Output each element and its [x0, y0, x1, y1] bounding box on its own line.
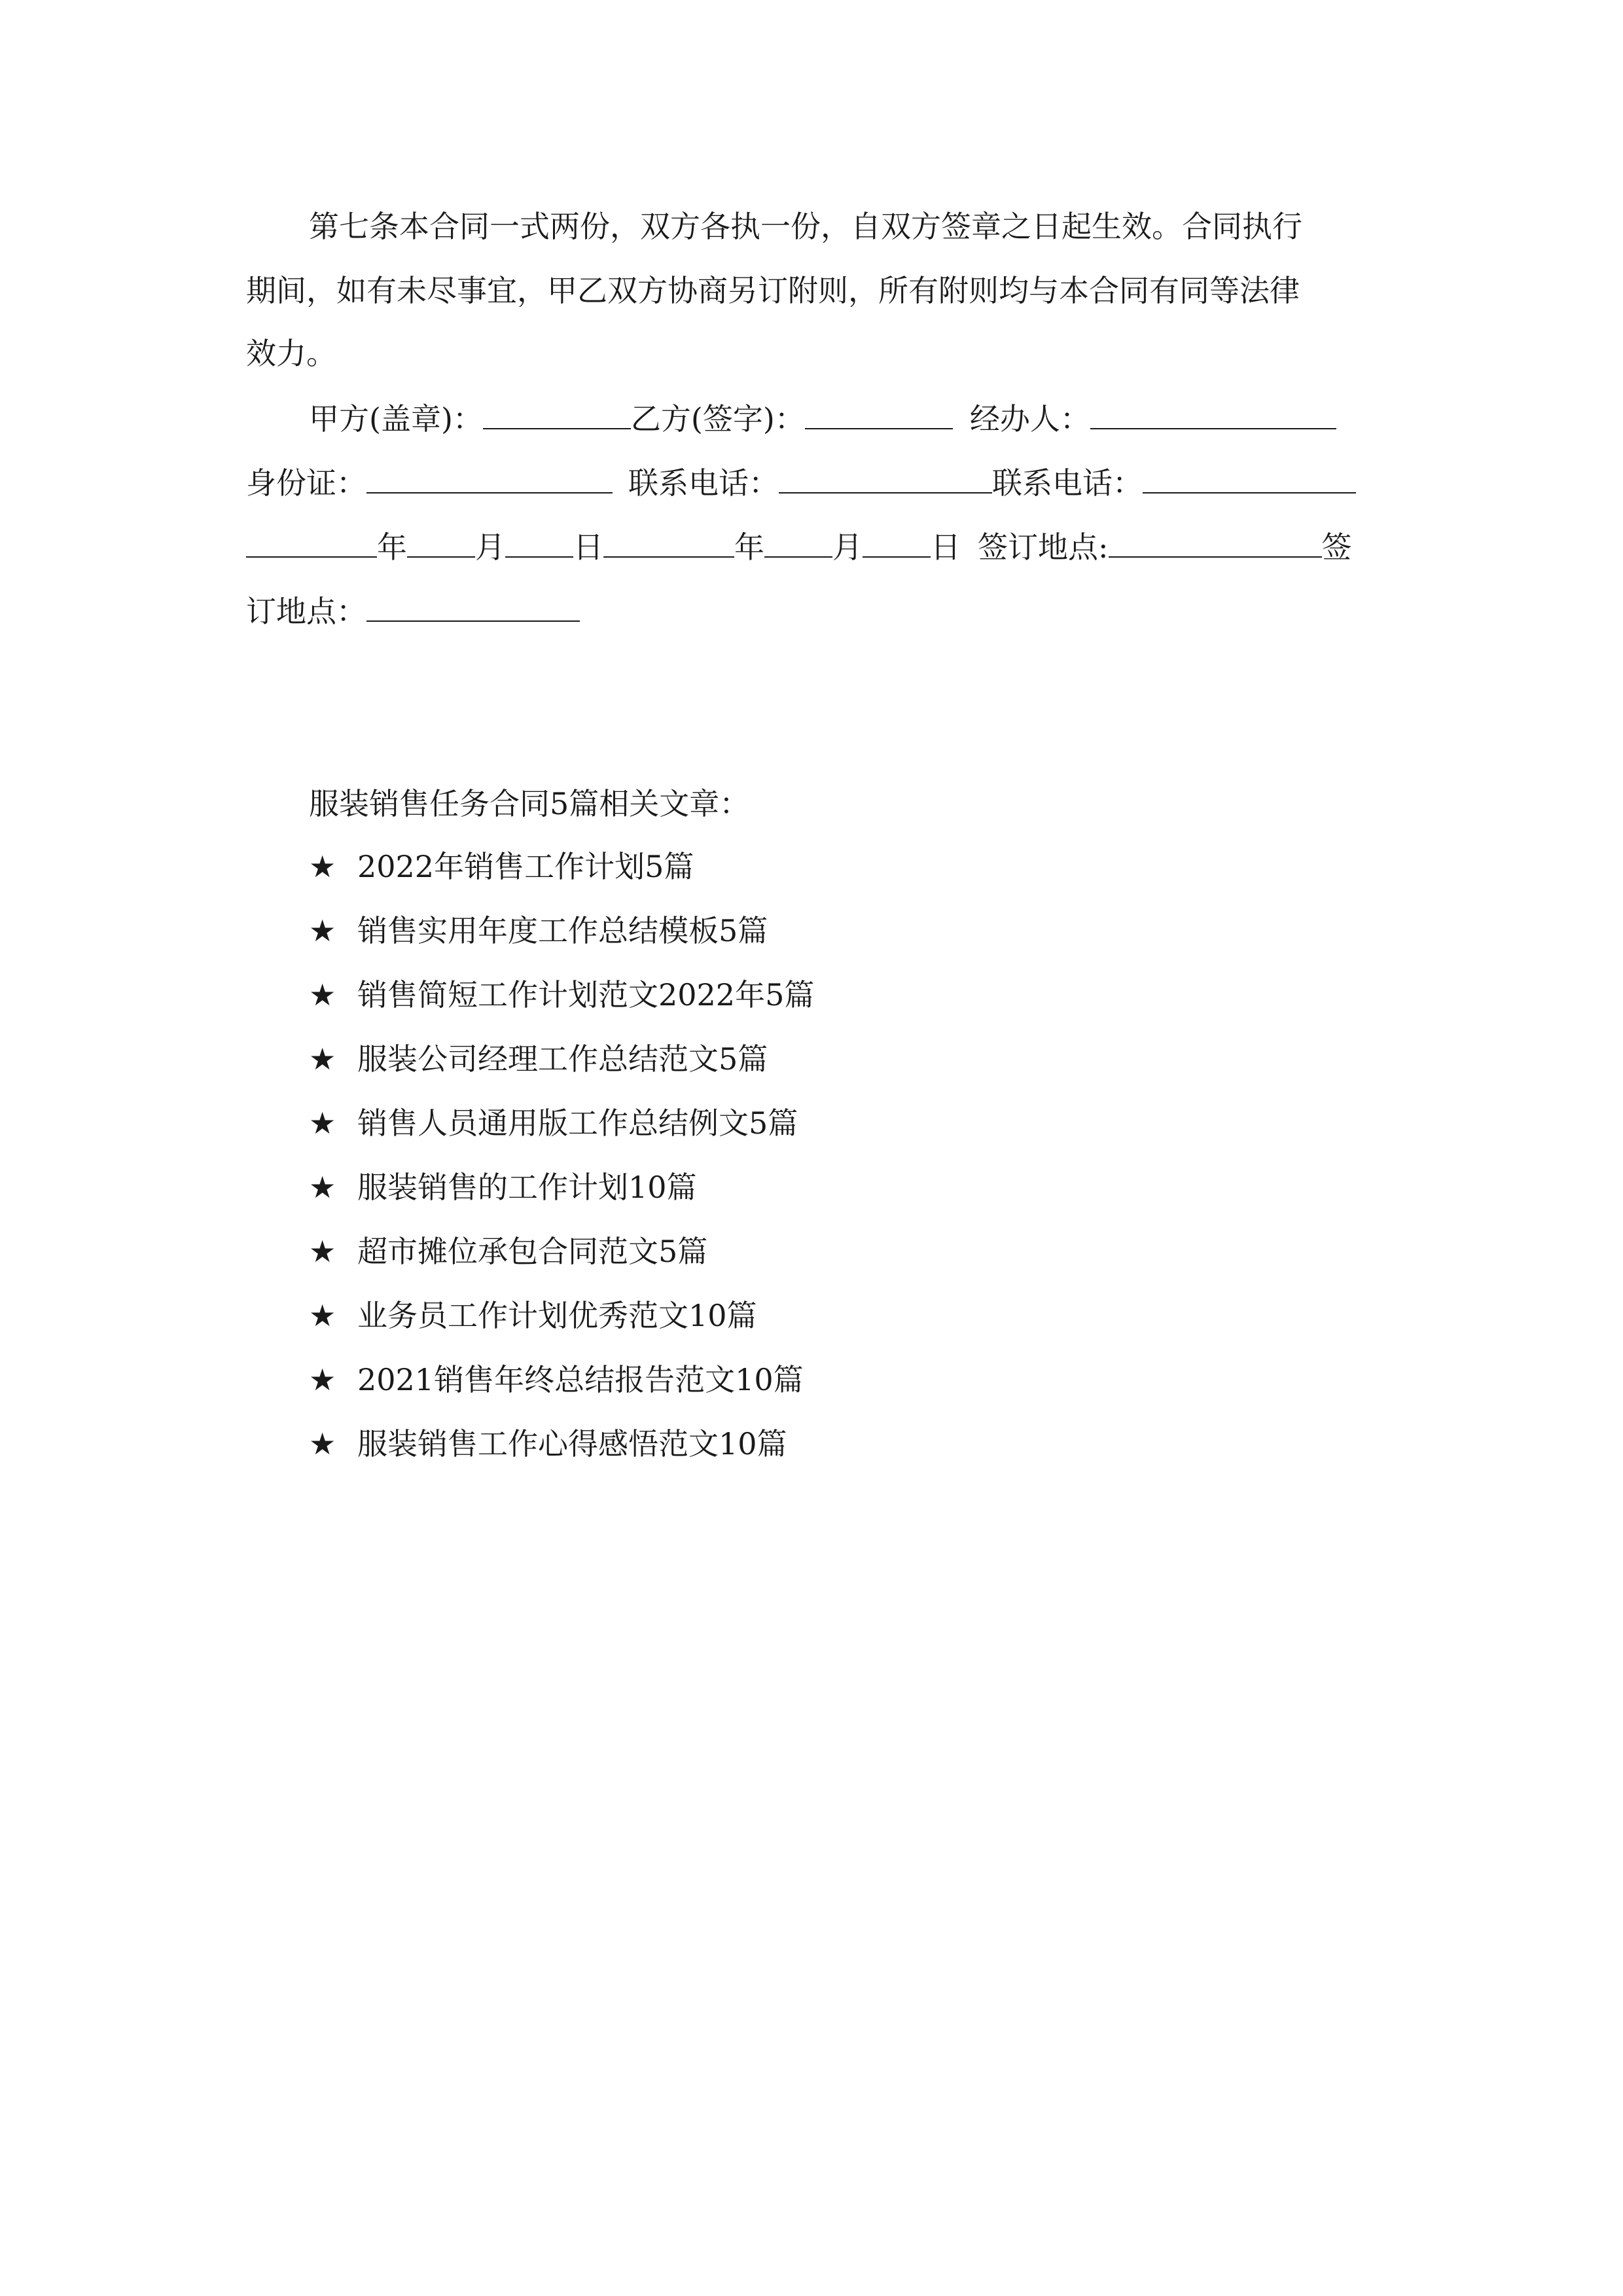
star-icon: ★	[309, 1298, 336, 1333]
year-2-label: 年	[734, 529, 764, 565]
related-heading	[309, 785, 749, 822]
related-link[interactable]: 销售实用年度工作总结模板5篇	[357, 913, 768, 948]
star-icon: ★	[309, 1362, 336, 1397]
day-1-blank[interactable]	[505, 530, 573, 558]
place-1-label: 签订地点:	[978, 529, 1109, 565]
signature-line-1	[309, 401, 1336, 437]
list-item[interactable]	[309, 1361, 804, 1398]
list-item[interactable]	[309, 912, 768, 949]
clause-line-1	[309, 208, 1377, 245]
list-item[interactable]	[309, 1426, 787, 1462]
list-item[interactable]	[309, 1169, 697, 1206]
list-item[interactable]	[309, 1297, 757, 1334]
signature-line-3	[246, 529, 1352, 565]
phone-2-blank[interactable]	[1143, 466, 1356, 493]
related-link[interactable]: 销售简短工作计划范文2022年5篇	[357, 977, 815, 1013]
day-2-blank[interactable]	[863, 530, 931, 558]
star-icon: ★	[309, 1041, 336, 1077]
related-heading-text: 服装销售任务合同5篇相关文章：	[309, 786, 750, 821]
month-1-label: 月	[475, 529, 505, 565]
id-card-blank[interactable]	[366, 466, 613, 493]
phone-1-blank[interactable]	[779, 466, 992, 493]
signature-line-4	[246, 593, 580, 630]
agent-label: 经办人：	[969, 401, 1090, 437]
phone-1-label: 联系电话：	[628, 465, 779, 501]
day-1-label: 日	[573, 529, 603, 565]
list-item[interactable]	[309, 1041, 768, 1077]
related-link[interactable]: 2022年销售工作计划5篇	[357, 849, 694, 884]
star-icon: ★	[309, 913, 336, 948]
month-2-blank[interactable]	[764, 530, 832, 558]
related-link[interactable]: 超市摊位承包合同范文5篇	[357, 1234, 708, 1269]
month-1-blank[interactable]	[407, 530, 475, 558]
id-card-label: 身份证：	[246, 465, 366, 501]
list-item[interactable]	[309, 848, 694, 885]
place-2-prefix: 签	[1321, 529, 1352, 565]
list-item[interactable]	[309, 1105, 798, 1141]
place-2-label: 订地点：	[246, 594, 366, 629]
related-link[interactable]: 服装销售的工作计划10篇	[357, 1170, 697, 1205]
clause-text-3: 效力。	[246, 336, 336, 371]
star-icon: ★	[309, 977, 336, 1013]
agent-blank[interactable]	[1090, 402, 1336, 429]
party-a-blank[interactable]	[483, 402, 631, 429]
year-1-blank[interactable]	[246, 530, 377, 558]
clause-line-2	[246, 272, 1300, 309]
month-2-label: 月	[832, 529, 863, 565]
day-2-label: 日	[931, 529, 961, 565]
party-b-blank[interactable]	[805, 402, 953, 429]
party-a-label: 甲方(盖章)：	[309, 401, 483, 437]
related-link[interactable]: 2021销售年终总结报告范文10篇	[357, 1362, 804, 1397]
phone-2-label: 联系电话：	[992, 465, 1143, 501]
star-icon: ★	[309, 1234, 336, 1269]
clause-text-2: 期间，如有未尽事宜，甲乙双方协商另订附则，所有附则均与本合同有同等法律	[246, 273, 1300, 308]
party-b-label: 乙方(签字)：	[630, 401, 805, 437]
clause-line-3	[246, 335, 336, 372]
list-item[interactable]	[309, 1233, 707, 1270]
signature-line-2	[246, 465, 1356, 501]
star-icon: ★	[309, 1105, 336, 1141]
related-link[interactable]: 服装公司经理工作总结范文5篇	[357, 1041, 768, 1077]
clause-text-1: 第七条本合同一式两份，双方各执一份，自双方签章之日起生效。合同执行	[309, 209, 1302, 244]
place-1-blank[interactable]	[1109, 530, 1322, 558]
related-link[interactable]: 销售人员通用版工作总结例文5篇	[357, 1105, 798, 1141]
year-2-blank[interactable]	[603, 530, 734, 558]
year-1-label: 年	[377, 529, 407, 565]
list-item[interactable]	[309, 977, 814, 1013]
star-icon: ★	[309, 849, 336, 884]
star-icon: ★	[309, 1426, 336, 1462]
related-link[interactable]: 业务员工作计划优秀范文10篇	[357, 1298, 757, 1333]
star-icon: ★	[309, 1170, 336, 1205]
related-link[interactable]: 服装销售工作心得感悟范文10篇	[357, 1426, 787, 1462]
place-2-blank[interactable]	[366, 594, 580, 622]
